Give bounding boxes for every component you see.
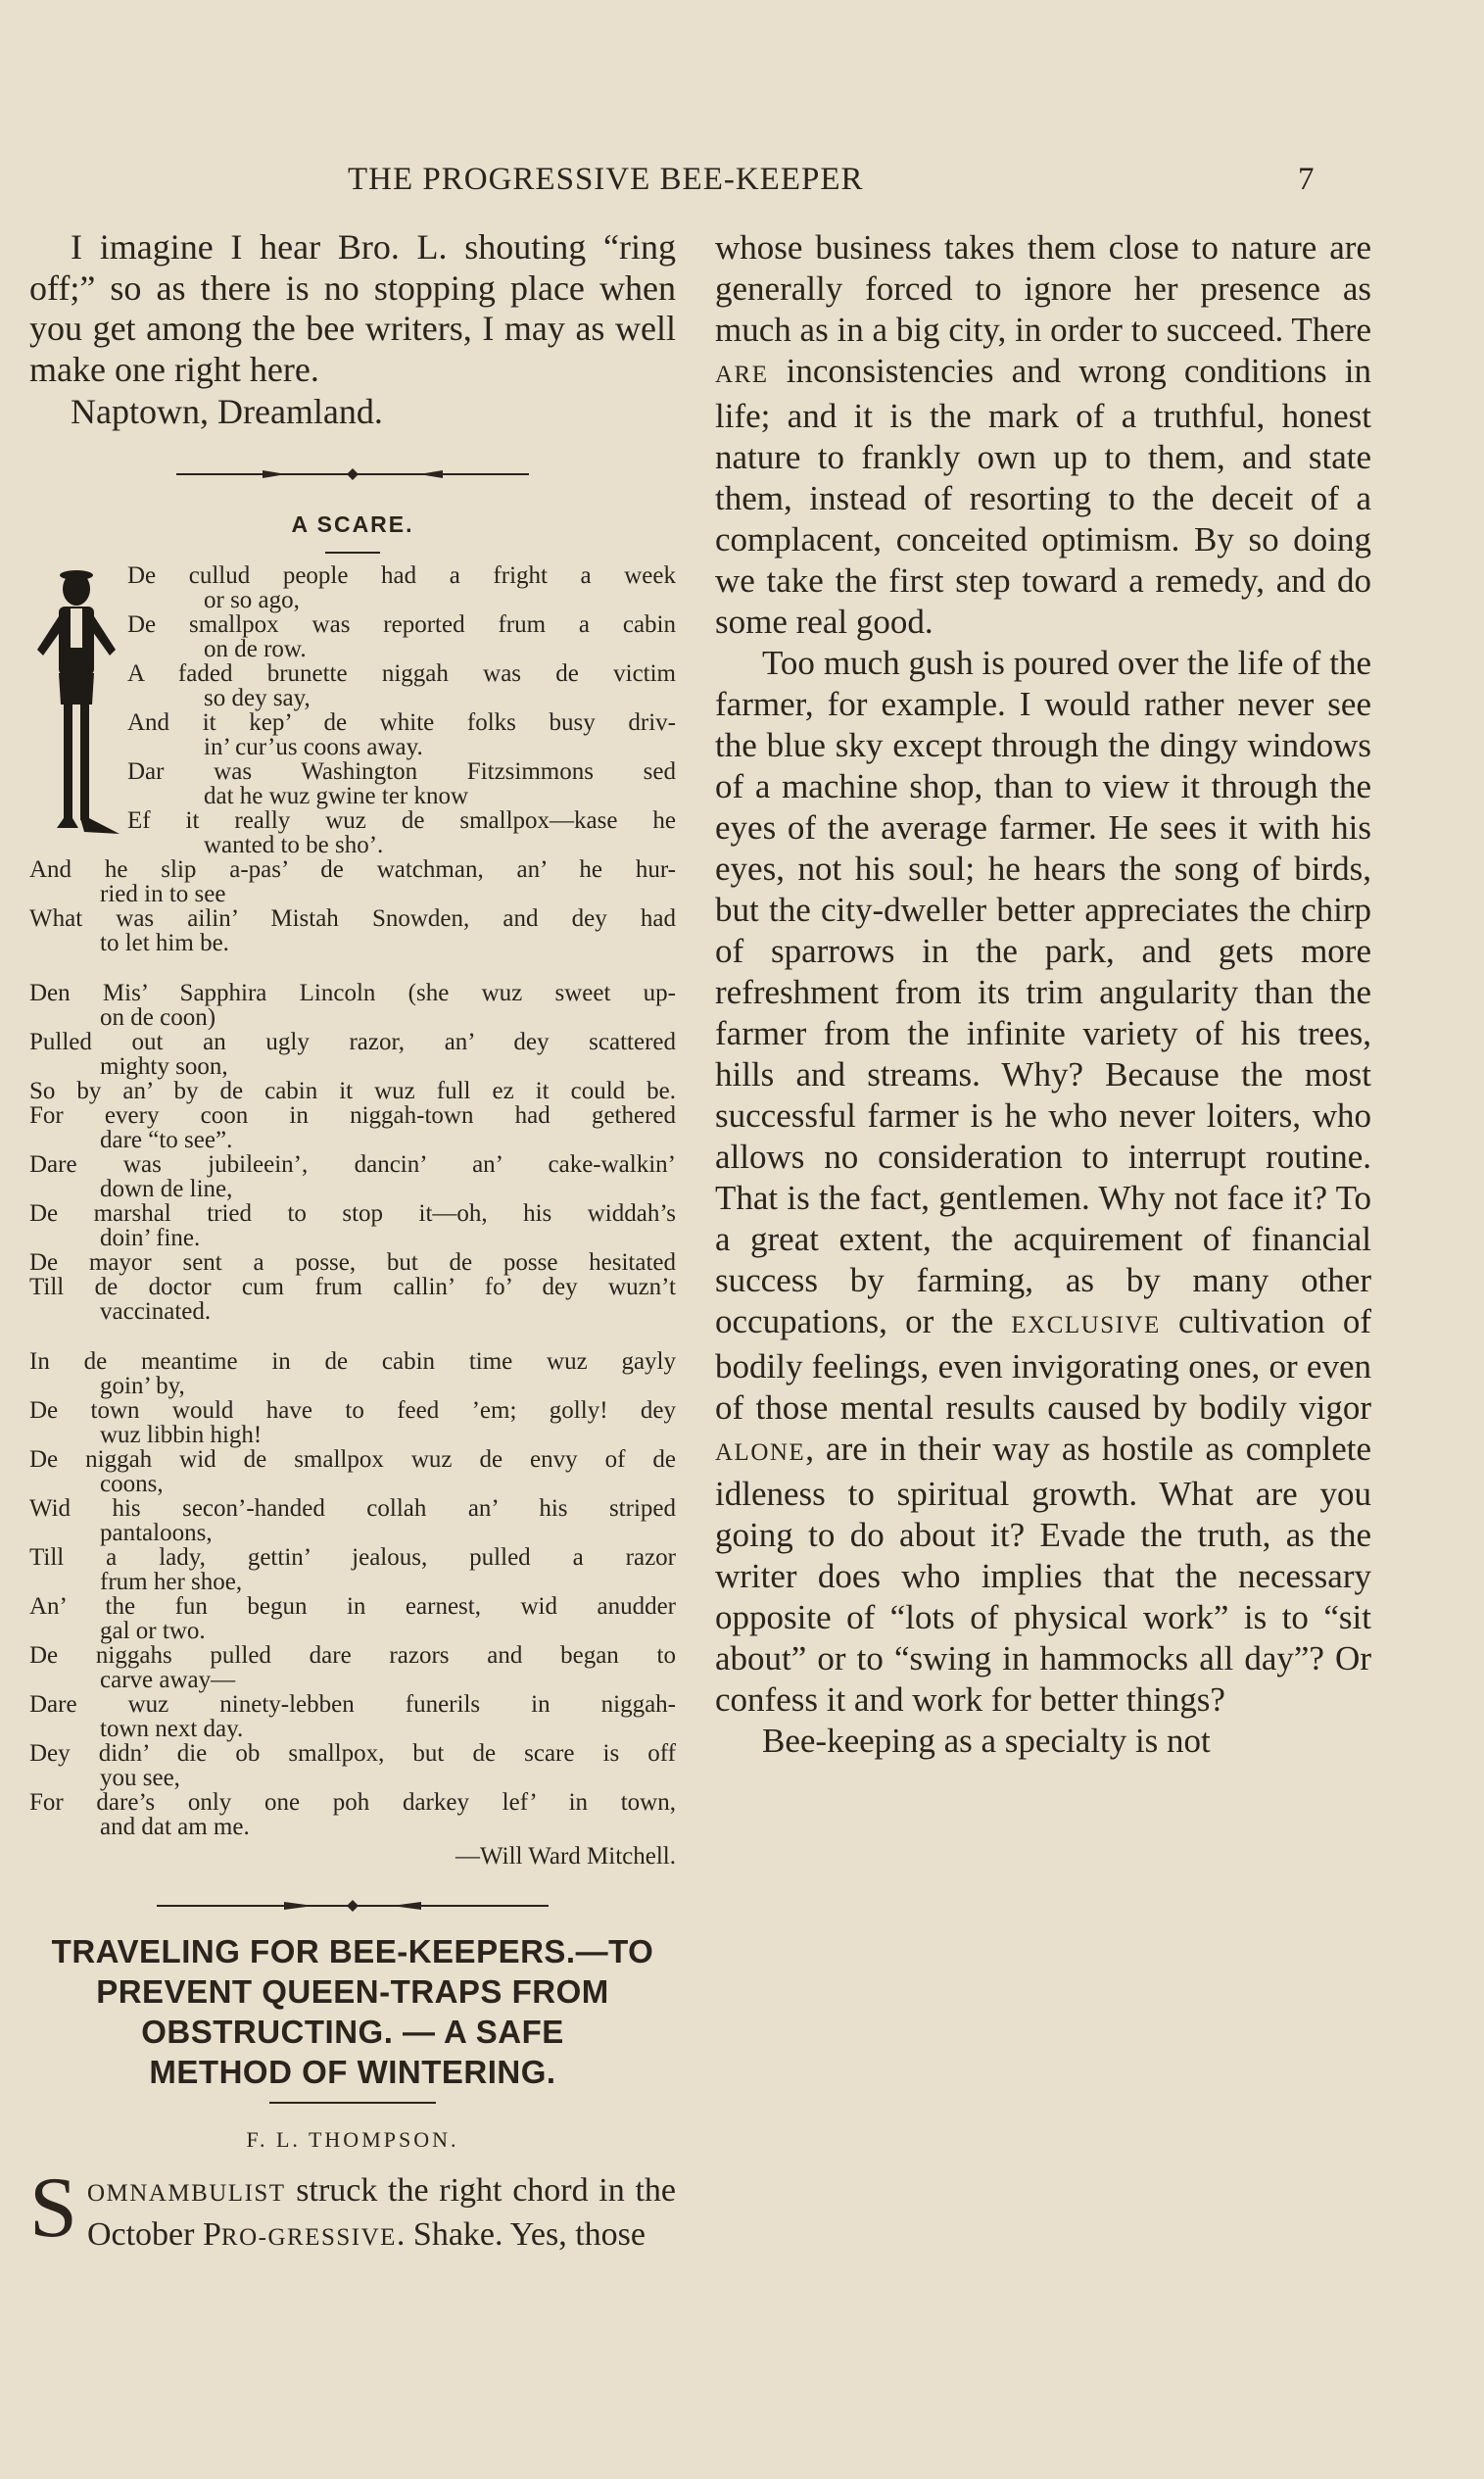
intro-section [29,227,676,433]
paragraph [715,227,1371,643]
poem-line: doin’ fine. [100,1224,201,1251]
standing-figure-icon [29,567,123,842]
poem-line: Wid his secon’-handed collah an’ his striped [29,1494,676,1522]
poem-line: Dar was Washington Fitzsimmons sed [127,757,676,785]
intro-paragraph: I imagine I hear Bro. L. shouting “ring off;” so as there is no stopping place when you get among the bee writers, I may as well make one right here. [29,227,676,389]
poem-signature: —Will Ward Mitchell. [455,1842,676,1870]
article-title-line: METHOD OF WINTERING. [149,2053,556,2090]
left-column [29,227,676,2259]
poem-line: What was ailin’ Mistah Snowden, and dey had [29,904,676,932]
ornament-divider-icon [176,466,529,482]
poem-line: or so ago, [204,586,300,613]
poem-line: Dare wuz ninety-lebben funerils in niggah- [29,1690,676,1718]
article-opening [29,2160,676,2259]
body-text: whose business takes them close to nature are generally forced to ignore her presence as much as in a big city, in order to succeed. There [715,228,1371,349]
paragraph [715,643,1371,1721]
poem-line: And it kep’ de white folks busy driv- [127,708,676,736]
poem-line: mighty soon, [100,1052,228,1080]
small-caps-word: ALONE [715,1439,806,1466]
poem-line: An’ the fun begun in earnest, wid anudder [29,1592,676,1620]
poem-line: Dey didn’ die ob smallpox, but de scare is off [29,1739,676,1767]
poem-line: gal or two. [100,1617,206,1644]
poem-line: town next day. [100,1715,244,1742]
poem-line: frum her shoe, [100,1568,243,1595]
poem-line: De niggahs pulled dare razors and began to [29,1641,676,1669]
article-title-line: TRAVELING FOR BEE-KEEPERS.—TO [51,1932,654,1969]
paragraph: Bee-keeping as a specialty is not [762,1722,1211,1760]
poem-line: Till a lady, gettin’ jealous, pulled a razor [29,1543,676,1571]
article-author: F. L. THOMPSON. [246,2126,459,2152]
intro-signoff: Naptown, Dreamland. [71,392,383,431]
right-column [715,227,1371,1762]
body-text: cultivation of bodily feelings, even invigorating ones, or even of those mental results caused by bodily vigor [715,1302,1371,1427]
poem-line: Ef it really wuz de smallpox—kase he [127,806,676,834]
poem-line: you see, [100,1764,180,1791]
running-head: THE PROGRESSIVE BEE-KEEPER [348,162,864,197]
poem-line: In de meantime in de cabin time wuz gayly [29,1347,676,1375]
poem-line: De marshal tried to stop it—oh, his widdah’s [29,1199,676,1227]
body-text: , are in their way as hostile as complete idleness to spiritual growth. What are you going to do about it? Evade the truth, as the writer does who implies that the necessary opposite of “lots of physical work” is to “sit about” or to “swing in hammocks all day”? Or confess it and work for better things? [715,1430,1371,1719]
small-caps-initial: P [202,2215,221,2253]
body-text: Too much gush is poured over the life of the farmer, for example. I would rather never see the blue sky except through the dingy windows of a machine shop, than to view it through the eyes of the average farmer. He sees it with his eyes, not his soul; he hears the song of birds, but the city-dweller better appreciates the chirp of sparrows in the park, and gets more refreshment from its trim angularity than the farmer from the infinite variety of his trees, hills and streams. Why? Because the most successful farmer is he who never loiters, who allows no consideration to interrupt routine. That is the fact, gentlemen. Why not face it? To a great extent, the acquirement of financial success by farming, as by many other occupations, or the [715,644,1371,1340]
poem-line: De town would have to feed ’em; golly! dey [29,1396,676,1424]
poem-line: For every coon in niggah-town had gethered [29,1101,676,1129]
opening-text: struck the right chord in the October [86,2171,676,2253]
poem-line: in’ cur’us coons away. [204,733,423,760]
article-title [29,1931,676,2092]
poem-line: De cullud people had a fright a week [127,561,676,589]
poem-line: Till de doctor cum frum callin’ fo’ dey wuzn’t [29,1273,676,1300]
poem-title: A SCARE. [291,510,414,537]
poem-line: ried in to see [100,880,226,907]
poem-line: so dey say, [204,684,311,711]
poem-line: to let him be. [100,929,229,956]
poem-line: wuz libbin high! [100,1421,263,1448]
title-rule [269,2102,436,2104]
poem-line: dare “to see”. [100,1126,233,1153]
page-number: 7 [1298,162,1315,197]
poem-line: De smallpox was reported frum a cabin [127,610,676,638]
body-text: inconsistencies and wrong conditions in life; and it is the mark of a truthful, honest nature to frankly own up to them, and state them, instead of resorting to the deceit of a complacent, conceited optimism. By so doing we take the first step toward a remedy, and do some real good. [715,352,1371,641]
small-caps-word: ARE [715,362,769,388]
poem-line: Pulled out an ugly razor, an’ dey scattered [29,1028,676,1055]
poem-line: on de coon) [100,1003,216,1031]
poem-line: Den Mis’ Sapphira Lincoln (she wuz sweet up- [29,979,676,1006]
poem-line: And he slip a-pas’ de watchman, an’ he hur- [29,855,676,883]
poem-line: vaccinated. [100,1297,212,1325]
poem-line: For dare’s only one poh darkey lef’ in town, [29,1788,676,1816]
poem-line: dat he wuz gwine ter know [204,782,469,809]
poem-line: A faded brunette niggah was de victim [127,659,676,687]
poem-stanza-2 [29,981,676,1324]
poem-line: wanted to be sho’. [204,831,384,858]
opening-text: . Shake. Yes, those [396,2215,646,2253]
poem-line: Dare was jubileein’, dancin’ an’ cake-walkin’ [29,1150,676,1178]
title-rule [325,552,380,554]
poem-line: pantaloons, [100,1519,213,1546]
poem-line: De mayor sent a posse, but de posse hesitated [29,1248,676,1276]
ornament-divider-icon [157,1898,549,1914]
poem-line: carve away— [100,1666,236,1693]
poem-line: De niggah wid de smallpox wuz de envy of de [29,1445,676,1473]
small-caps-word: EXCLUSIVE [1011,1312,1161,1338]
poem-stanza-3 [29,1349,676,1839]
poem-line: So by an’ by de cabin it wuz full ez it could be. [29,1077,676,1104]
small-caps-word: RO-GRESSIVE [220,2223,397,2251]
article-title-line: PREVENT QUEEN-TRAPS FROM [96,1972,609,2010]
small-caps-word: OMNAMBULIST [86,2179,286,2207]
poem-stanza-1 [29,563,676,955]
poem-line: on de row. [204,635,307,662]
poem-line: coons, [100,1470,164,1497]
poem-line: goin’ by, [100,1372,185,1399]
drop-cap: S [29,2160,77,2256]
article-title-line: OBSTRUCTING. — A SAFE [141,2013,564,2050]
poem [29,563,676,1871]
poem-line: down de line, [100,1175,233,1202]
poem-line: and dat am me. [100,1813,250,1840]
